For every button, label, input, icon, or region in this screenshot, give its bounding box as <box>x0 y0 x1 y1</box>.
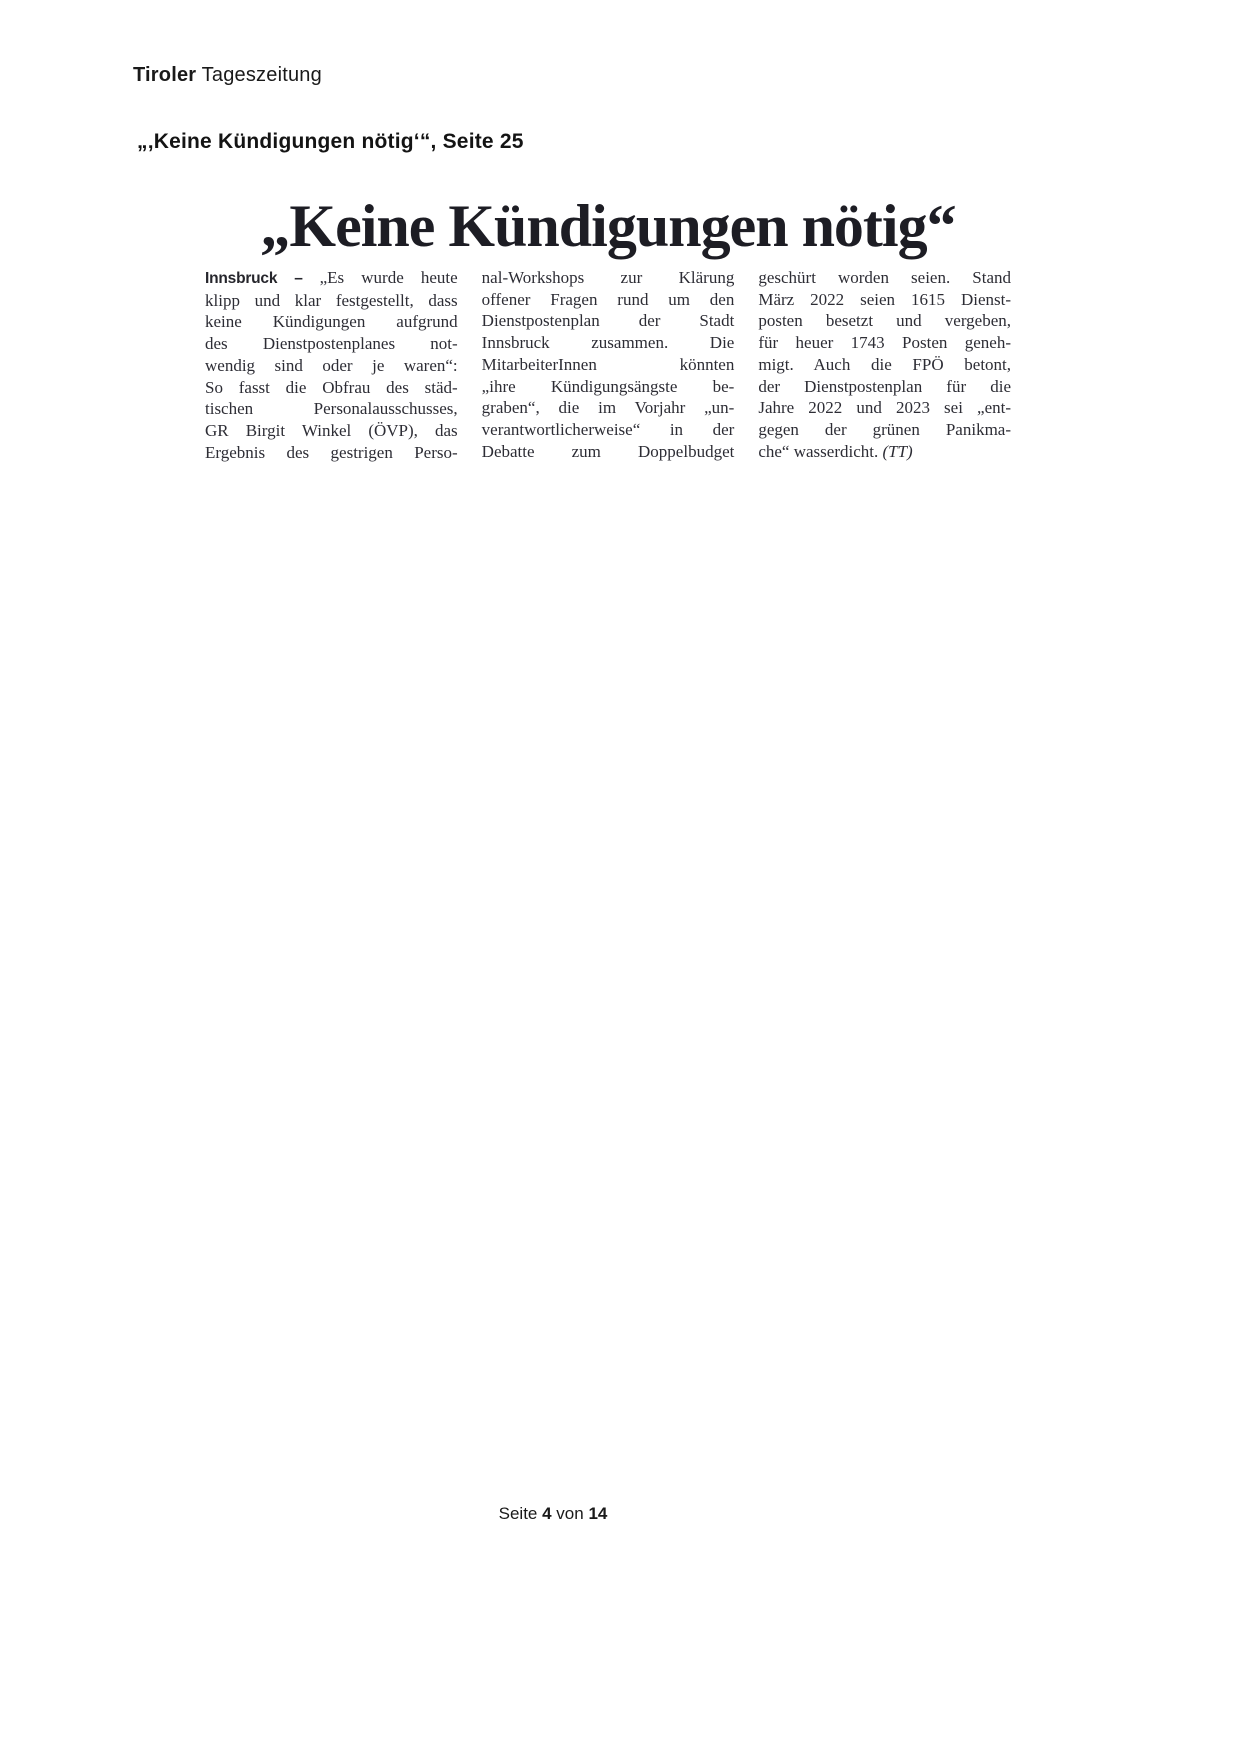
article-headline: „Keine Kündigungen nötig“ <box>260 193 956 259</box>
article-line: „ihre Kündigungsängste be- <box>481 376 735 396</box>
article-line: che“ wasserdicht. (TT) <box>758 441 913 461</box>
footer-current-page: 4 <box>542 1504 552 1523</box>
article-line: GR Birgit Winkel (ÖVP), das <box>205 420 458 440</box>
article-line: Ergebnis des gestrigen Perso- <box>205 442 458 462</box>
author-initials: (TT) <box>882 441 913 461</box>
article-column-1 <box>205 267 458 463</box>
newspaper-brand <box>133 64 322 87</box>
page-number-footer <box>499 1504 608 1524</box>
article-line: Jahre 2022 und 2023 sei „ent- <box>758 398 1012 418</box>
article-line: Dienstpostenplan der Stadt <box>481 311 735 331</box>
article-line: des Dienstpostenplanes not- <box>205 334 458 354</box>
article-line: geschürt worden seien. Stand <box>758 268 1012 287</box>
article-line: verantwortlicherweise“ in der <box>481 419 735 439</box>
article-line: keine Kündigungen aufgrund <box>205 312 458 332</box>
article-line: gegen der grünen Panikma- <box>758 419 1012 439</box>
article-line: für heuer 1743 Posten geneh- <box>758 333 1012 353</box>
article-line: der Dienstpostenplan für die <box>758 376 1012 396</box>
article-line: März 2022 seien 1615 Dienst- <box>758 289 1012 309</box>
article-line: Debatte zum Doppelbudget <box>481 441 735 461</box>
article-line: klipp und klar festgestellt, dass <box>205 290 458 310</box>
footer-label-of: von <box>556 1504 584 1523</box>
article-line: Innsbruck zusammen. Die <box>481 333 735 353</box>
article-line: So fasst die Obfrau des städ- <box>205 377 458 397</box>
article-line: tischen Personalausschusses, <box>205 399 458 419</box>
article-line: wendig sind oder je waren“: <box>205 355 458 375</box>
article-line: Innsbruck – „Es wurde heute <box>205 268 458 287</box>
dateline-lead: Innsbruck – <box>205 270 320 287</box>
article-line: nal-Workshops zur Klärung <box>481 268 735 287</box>
article-reference-heading: „‚Keine Kündigungen nötig‘“, Seite 25 <box>137 130 524 153</box>
footer-total-pages: 14 <box>588 1504 608 1523</box>
article-line: migt. Auch die FPÖ betont, <box>758 354 1012 374</box>
article-line: MitarbeiterInnen könnten <box>481 354 735 374</box>
article-line: graben“, die im Vorjahr „un- <box>481 398 735 418</box>
footer-label-page: Seite <box>498 1504 538 1523</box>
newspaper-clipping <box>205 194 1011 463</box>
brand-name-regular: Tageszeitung <box>196 64 322 86</box>
article-line: posten besetzt und vergeben, <box>758 311 1012 331</box>
article-line: offener Fragen rund um den <box>481 289 735 309</box>
article-columns <box>205 267 1011 463</box>
brand-name-bold: Tiroler <box>133 64 197 86</box>
article-column-2 <box>482 267 735 463</box>
article-column-3 <box>758 267 1011 463</box>
